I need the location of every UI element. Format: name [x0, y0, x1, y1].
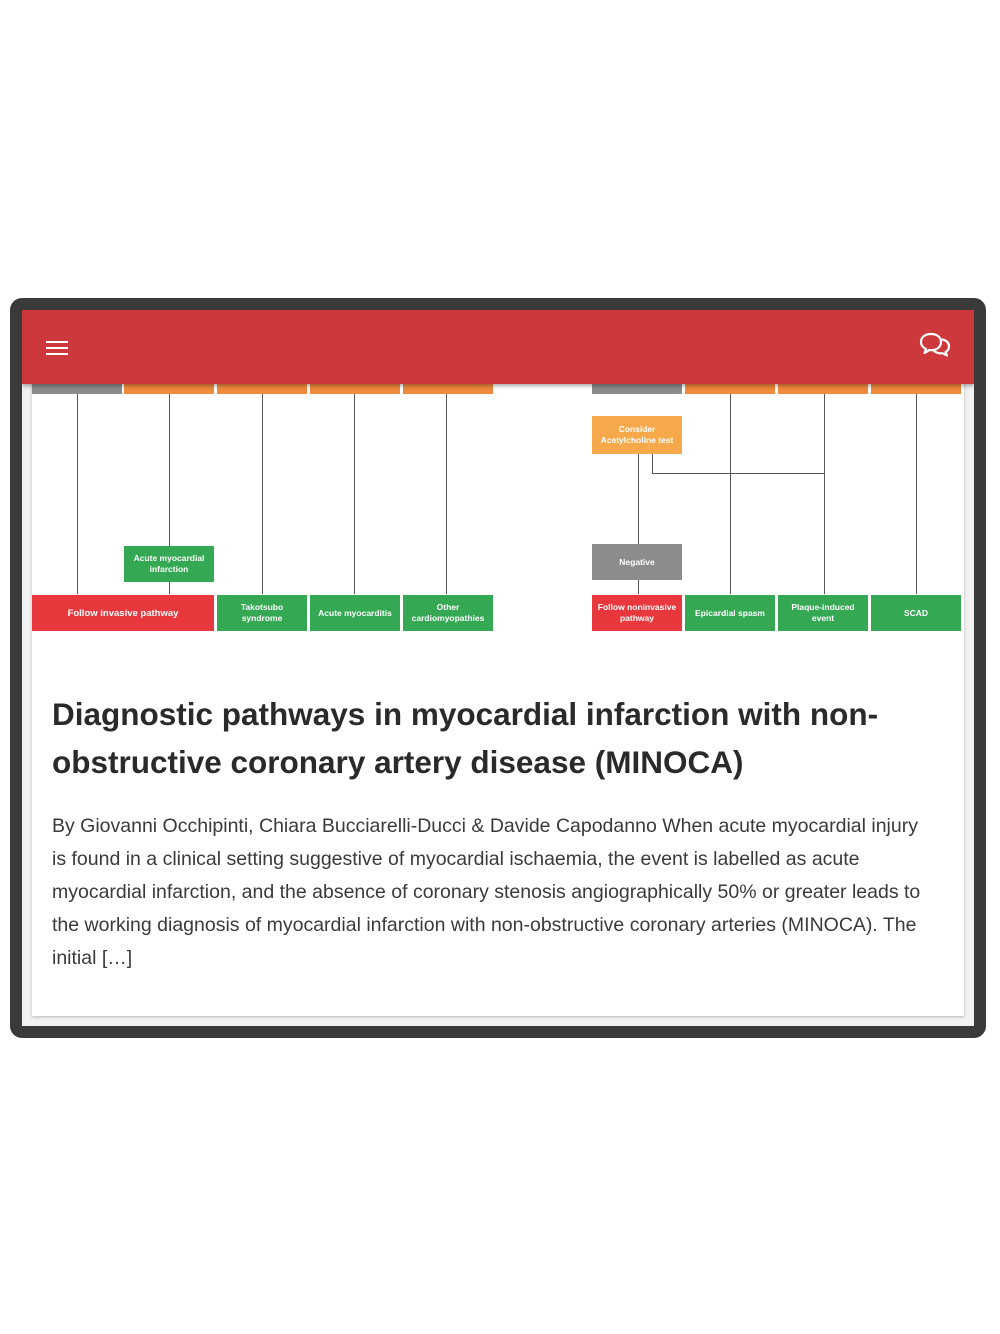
connector-line: [638, 454, 639, 544]
connector-line: [824, 394, 825, 594]
flow-box-negative: Negative: [592, 544, 682, 580]
hamburger-menu-icon[interactable]: [42, 334, 74, 362]
top-strip-orange: [124, 384, 214, 394]
flow-box-other-cardiomyopathies: Other cardiomyopathies: [403, 595, 493, 631]
article-card[interactable]: [32, 310, 964, 1016]
top-strip-orange: [310, 384, 400, 394]
article-excerpt: By Giovanni Occhipinti, Chiara Bucciarelli-Ducci & Davide Capodanno When acute myocardial injury is found in a clinical setting suggestive of myocardial ischaemia, the event is labelled as acute myocardial infarction, and the absence of coronary stenosis angiographically 50% or greater leads to the working diagnosis of myocardial infarction with non-obstructive coronary arteries (MINOCA). The initial […]: [52, 815, 921, 969]
flow-box-acute-mi: Acute myocardial infarction: [124, 546, 214, 582]
connector-line: [169, 394, 170, 546]
top-strip-orange: [778, 384, 868, 394]
connector-line: [169, 582, 170, 594]
device-frame: [10, 298, 986, 1038]
flow-box-follow-invasive: Follow invasive pathway: [32, 595, 214, 631]
flow-box-scad: SCAD: [871, 595, 961, 631]
top-strip-gray: [592, 384, 682, 394]
connector-line: [916, 394, 917, 594]
connector-line: [446, 394, 447, 594]
connector-line: [638, 580, 639, 594]
flow-box-acetylcholine: Consider Acetylcholine test: [592, 416, 682, 454]
chat-bubbles-icon[interactable]: [918, 328, 952, 362]
connector-line: [652, 473, 824, 474]
top-strip-orange: [217, 384, 307, 394]
connector-line: [354, 394, 355, 594]
flow-box-takotsubo: Takotsubo syndrome: [217, 595, 307, 631]
connector-line: [730, 394, 731, 594]
flow-box-epicardial-spasm: Epicardial spasm: [685, 595, 775, 631]
flow-box-follow-noninvasive: Follow noninvasive pathway: [592, 595, 682, 631]
top-strip-orange: [685, 384, 775, 394]
top-strip-orange: [403, 384, 493, 394]
connector-line: [262, 394, 263, 594]
flow-box-myocarditis: Acute myocarditis: [310, 595, 400, 631]
connector-line: [652, 454, 653, 474]
connector-line: [77, 394, 78, 594]
top-strip-gray: [32, 384, 122, 394]
app-screen: [22, 310, 974, 1026]
flow-box-plaque-induced: Plaque-induced event: [778, 595, 868, 631]
article-title[interactable]: Diagnostic pathways in myocardial infarction with non-obstructive coronary artery disease (MINOCA): [52, 696, 879, 780]
app-header: [22, 310, 974, 384]
top-strip-orange: [871, 384, 961, 394]
